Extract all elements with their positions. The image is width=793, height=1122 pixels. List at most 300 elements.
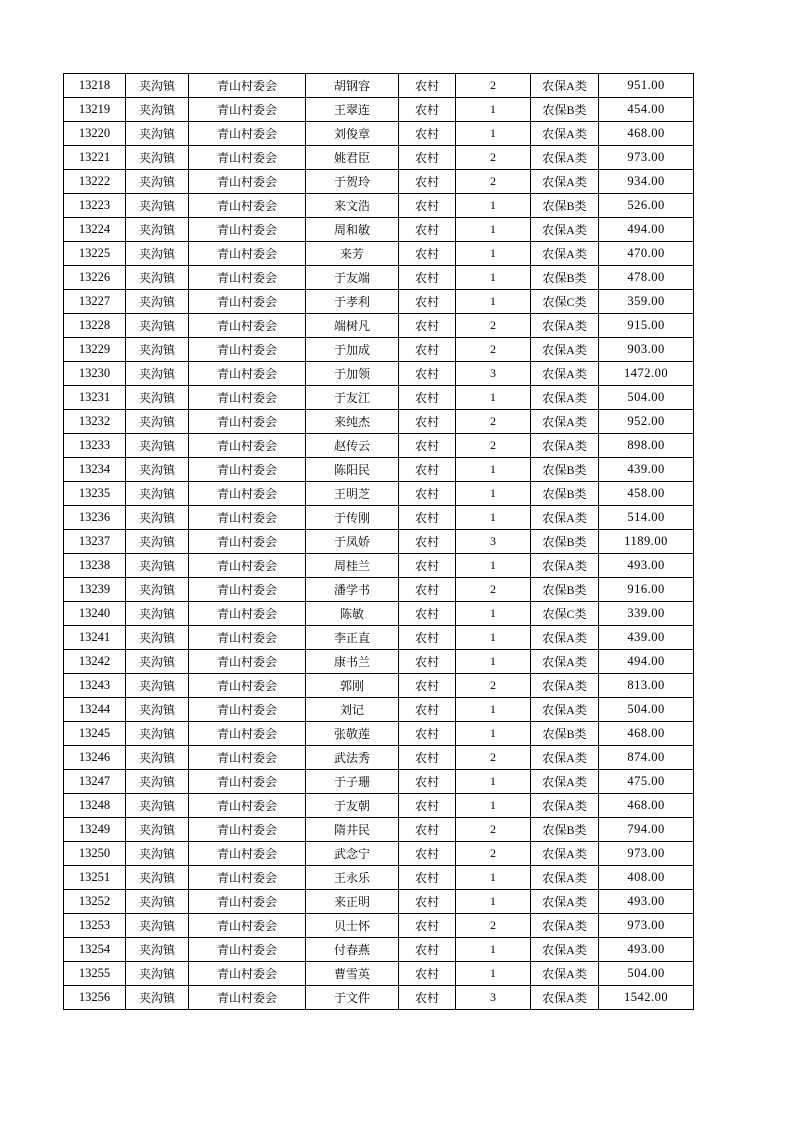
cell-person-count: 1 [456, 458, 531, 482]
cell-name: 王明芝 [306, 482, 399, 506]
cell-village: 青山村委会 [189, 434, 306, 458]
cell-name: 周和敏 [306, 218, 399, 242]
cell-amount: 439.00 [599, 458, 694, 482]
cell-town: 夹沟镇 [126, 338, 189, 362]
cell-village: 青山村委会 [189, 146, 306, 170]
cell-name: 来纯杰 [306, 410, 399, 434]
cell-id: 13225 [64, 242, 126, 266]
cell-area-type: 农村 [399, 482, 456, 506]
cell-village: 青山村委会 [189, 794, 306, 818]
cell-area-type: 农村 [399, 362, 456, 386]
cell-town: 夹沟镇 [126, 194, 189, 218]
table-row [64, 770, 694, 794]
cell-name: 于贺玲 [306, 170, 399, 194]
cell-area-type: 农村 [399, 722, 456, 746]
table-row [64, 338, 694, 362]
cell-name: 来文浩 [306, 194, 399, 218]
cell-name: 张敬莲 [306, 722, 399, 746]
cell-person-count: 3 [456, 362, 531, 386]
cell-person-count: 1 [456, 122, 531, 146]
cell-insurance-category: 农保A类 [531, 314, 599, 338]
cell-person-count: 1 [456, 290, 531, 314]
cell-village: 青山村委会 [189, 602, 306, 626]
cell-insurance-category: 农保B类 [531, 578, 599, 602]
cell-area-type: 农村 [399, 98, 456, 122]
benefits-table [63, 73, 694, 1010]
cell-person-count: 1 [456, 266, 531, 290]
cell-town: 夹沟镇 [126, 362, 189, 386]
cell-village: 青山村委会 [189, 530, 306, 554]
cell-area-type: 农村 [399, 962, 456, 986]
cell-area-type: 农村 [399, 650, 456, 674]
cell-name: 于文件 [306, 986, 399, 1010]
cell-town: 夹沟镇 [126, 482, 189, 506]
cell-area-type: 农村 [399, 194, 456, 218]
cell-amount: 493.00 [599, 938, 694, 962]
cell-insurance-category: 农保B类 [531, 530, 599, 554]
cell-village: 青山村委会 [189, 674, 306, 698]
cell-village: 青山村委会 [189, 626, 306, 650]
cell-id: 13233 [64, 434, 126, 458]
cell-name: 于友江 [306, 386, 399, 410]
table-row [64, 410, 694, 434]
cell-name: 贝士怀 [306, 914, 399, 938]
cell-insurance-category: 农保A类 [531, 914, 599, 938]
cell-village: 青山村委会 [189, 890, 306, 914]
cell-amount: 903.00 [599, 338, 694, 362]
cell-amount: 478.00 [599, 266, 694, 290]
cell-area-type: 农村 [399, 626, 456, 650]
cell-town: 夹沟镇 [126, 962, 189, 986]
cell-name: 隋井民 [306, 818, 399, 842]
cell-insurance-category: 农保A类 [531, 410, 599, 434]
cell-insurance-category: 农保A类 [531, 146, 599, 170]
table-row [64, 290, 694, 314]
cell-insurance-category: 农保A类 [531, 698, 599, 722]
cell-id: 13227 [64, 290, 126, 314]
cell-person-count: 1 [456, 866, 531, 890]
cell-insurance-category: 农保C类 [531, 290, 599, 314]
cell-insurance-category: 农保B类 [531, 722, 599, 746]
table-row [64, 242, 694, 266]
cell-amount: 813.00 [599, 674, 694, 698]
cell-insurance-category: 农保B类 [531, 818, 599, 842]
cell-person-count: 1 [456, 770, 531, 794]
cell-name: 陈敏 [306, 602, 399, 626]
cell-town: 夹沟镇 [126, 506, 189, 530]
cell-person-count: 1 [456, 794, 531, 818]
cell-person-count: 1 [456, 194, 531, 218]
table-row [64, 866, 694, 890]
table-row [64, 506, 694, 530]
cell-town: 夹沟镇 [126, 218, 189, 242]
cell-insurance-category: 农保A类 [531, 338, 599, 362]
cell-person-count: 1 [456, 554, 531, 578]
cell-insurance-category: 农保A类 [531, 170, 599, 194]
cell-town: 夹沟镇 [126, 770, 189, 794]
cell-village: 青山村委会 [189, 218, 306, 242]
cell-area-type: 农村 [399, 386, 456, 410]
cell-town: 夹沟镇 [126, 242, 189, 266]
cell-village: 青山村委会 [189, 818, 306, 842]
cell-id: 13240 [64, 602, 126, 626]
cell-insurance-category: 农保A类 [531, 746, 599, 770]
table-row [64, 650, 694, 674]
table-row [64, 314, 694, 338]
cell-town: 夹沟镇 [126, 386, 189, 410]
cell-name: 曹雪英 [306, 962, 399, 986]
table-row [64, 890, 694, 914]
cell-area-type: 农村 [399, 122, 456, 146]
cell-village: 青山村委会 [189, 482, 306, 506]
cell-person-count: 1 [456, 722, 531, 746]
cell-village: 青山村委会 [189, 74, 306, 98]
cell-id: 13251 [64, 866, 126, 890]
cell-town: 夹沟镇 [126, 146, 189, 170]
cell-village: 青山村委会 [189, 314, 306, 338]
cell-village: 青山村委会 [189, 554, 306, 578]
table-row [64, 170, 694, 194]
cell-person-count: 1 [456, 218, 531, 242]
cell-amount: 916.00 [599, 578, 694, 602]
cell-id: 13250 [64, 842, 126, 866]
cell-person-count: 2 [456, 434, 531, 458]
cell-person-count: 1 [456, 890, 531, 914]
cell-village: 青山村委会 [189, 170, 306, 194]
cell-amount: 934.00 [599, 170, 694, 194]
cell-village: 青山村委会 [189, 842, 306, 866]
cell-amount: 794.00 [599, 818, 694, 842]
cell-name: 王永乐 [306, 866, 399, 890]
cell-town: 夹沟镇 [126, 266, 189, 290]
cell-village: 青山村委会 [189, 458, 306, 482]
table-row [64, 554, 694, 578]
cell-name: 于凤娇 [306, 530, 399, 554]
cell-amount: 504.00 [599, 962, 694, 986]
table-row [64, 266, 694, 290]
cell-id: 13253 [64, 914, 126, 938]
table-row [64, 218, 694, 242]
cell-area-type: 农村 [399, 530, 456, 554]
cell-name: 刘俊章 [306, 122, 399, 146]
cell-village: 青山村委会 [189, 98, 306, 122]
cell-insurance-category: 农保B类 [531, 482, 599, 506]
cell-town: 夹沟镇 [126, 554, 189, 578]
cell-area-type: 农村 [399, 242, 456, 266]
cell-town: 夹沟镇 [126, 314, 189, 338]
cell-amount: 493.00 [599, 554, 694, 578]
cell-id: 13232 [64, 410, 126, 434]
cell-amount: 526.00 [599, 194, 694, 218]
cell-village: 青山村委会 [189, 266, 306, 290]
cell-town: 夹沟镇 [126, 98, 189, 122]
cell-id: 13221 [64, 146, 126, 170]
cell-village: 青山村委会 [189, 986, 306, 1010]
cell-area-type: 农村 [399, 674, 456, 698]
cell-area-type: 农村 [399, 554, 456, 578]
cell-id: 13224 [64, 218, 126, 242]
cell-name: 郭刚 [306, 674, 399, 698]
cell-insurance-category: 农保A类 [531, 74, 599, 98]
cell-town: 夹沟镇 [126, 866, 189, 890]
cell-village: 青山村委会 [189, 386, 306, 410]
cell-id: 13243 [64, 674, 126, 698]
cell-town: 夹沟镇 [126, 602, 189, 626]
cell-village: 青山村委会 [189, 722, 306, 746]
cell-insurance-category: 农保A类 [531, 506, 599, 530]
cell-village: 青山村委会 [189, 362, 306, 386]
table-row [64, 986, 694, 1010]
cell-village: 青山村委会 [189, 770, 306, 794]
cell-area-type: 农村 [399, 602, 456, 626]
cell-insurance-category: 农保A类 [531, 938, 599, 962]
cell-name: 王翠连 [306, 98, 399, 122]
cell-name: 于加成 [306, 338, 399, 362]
cell-id: 13231 [64, 386, 126, 410]
cell-town: 夹沟镇 [126, 410, 189, 434]
cell-id: 13256 [64, 986, 126, 1010]
cell-area-type: 农村 [399, 218, 456, 242]
cell-name: 刘记 [306, 698, 399, 722]
cell-name: 武念宁 [306, 842, 399, 866]
cell-area-type: 农村 [399, 266, 456, 290]
cell-town: 夹沟镇 [126, 458, 189, 482]
table-row [64, 842, 694, 866]
cell-person-count: 1 [456, 602, 531, 626]
table-row [64, 74, 694, 98]
cell-person-count: 3 [456, 986, 531, 1010]
table-row [64, 578, 694, 602]
cell-insurance-category: 农保A类 [531, 554, 599, 578]
cell-insurance-category: 农保C类 [531, 602, 599, 626]
cell-area-type: 农村 [399, 938, 456, 962]
cell-name: 来芳 [306, 242, 399, 266]
table-row [64, 674, 694, 698]
cell-insurance-category: 农保A类 [531, 962, 599, 986]
cell-village: 青山村委会 [189, 338, 306, 362]
cell-person-count: 1 [456, 98, 531, 122]
cell-town: 夹沟镇 [126, 746, 189, 770]
table-row [64, 386, 694, 410]
table-row [64, 194, 694, 218]
cell-insurance-category: 农保A类 [531, 842, 599, 866]
cell-person-count: 2 [456, 578, 531, 602]
cell-town: 夹沟镇 [126, 938, 189, 962]
table-row [64, 602, 694, 626]
cell-name: 潘学书 [306, 578, 399, 602]
cell-area-type: 农村 [399, 146, 456, 170]
cell-town: 夹沟镇 [126, 722, 189, 746]
cell-area-type: 农村 [399, 746, 456, 770]
cell-name: 于友朝 [306, 794, 399, 818]
table-row [64, 458, 694, 482]
table-row [64, 794, 694, 818]
table-row [64, 938, 694, 962]
cell-village: 青山村委会 [189, 290, 306, 314]
cell-id: 13249 [64, 818, 126, 842]
cell-id: 13219 [64, 98, 126, 122]
cell-town: 夹沟镇 [126, 74, 189, 98]
cell-person-count: 2 [456, 914, 531, 938]
cell-town: 夹沟镇 [126, 122, 189, 146]
table-row [64, 818, 694, 842]
cell-village: 青山村委会 [189, 698, 306, 722]
cell-village: 青山村委会 [189, 578, 306, 602]
cell-amount: 339.00 [599, 602, 694, 626]
cell-person-count: 2 [456, 410, 531, 434]
cell-id: 13236 [64, 506, 126, 530]
table-row [64, 962, 694, 986]
cell-name: 陈阳民 [306, 458, 399, 482]
cell-name: 李正直 [306, 626, 399, 650]
cell-name: 姚君臣 [306, 146, 399, 170]
cell-name: 于子珊 [306, 770, 399, 794]
cell-amount: 468.00 [599, 722, 694, 746]
cell-area-type: 农村 [399, 410, 456, 434]
cell-person-count: 2 [456, 146, 531, 170]
cell-amount: 951.00 [599, 74, 694, 98]
cell-insurance-category: 农保A类 [531, 122, 599, 146]
cell-town: 夹沟镇 [126, 170, 189, 194]
cell-town: 夹沟镇 [126, 986, 189, 1010]
cell-town: 夹沟镇 [126, 626, 189, 650]
cell-id: 13230 [64, 362, 126, 386]
cell-town: 夹沟镇 [126, 794, 189, 818]
cell-id: 13218 [64, 74, 126, 98]
cell-village: 青山村委会 [189, 242, 306, 266]
cell-town: 夹沟镇 [126, 914, 189, 938]
cell-amount: 494.00 [599, 650, 694, 674]
cell-amount: 504.00 [599, 698, 694, 722]
cell-person-count: 1 [456, 242, 531, 266]
cell-town: 夹沟镇 [126, 530, 189, 554]
cell-town: 夹沟镇 [126, 290, 189, 314]
cell-amount: 952.00 [599, 410, 694, 434]
cell-person-count: 2 [456, 746, 531, 770]
cell-id: 13223 [64, 194, 126, 218]
cell-name: 于加领 [306, 362, 399, 386]
table-row [64, 626, 694, 650]
cell-person-count: 1 [456, 482, 531, 506]
cell-person-count: 1 [456, 386, 531, 410]
cell-insurance-category: 农保B类 [531, 194, 599, 218]
cell-area-type: 农村 [399, 74, 456, 98]
cell-id: 13220 [64, 122, 126, 146]
cell-name: 于传刚 [306, 506, 399, 530]
cell-area-type: 农村 [399, 914, 456, 938]
cell-insurance-category: 农保A类 [531, 386, 599, 410]
cell-person-count: 2 [456, 842, 531, 866]
table-row [64, 914, 694, 938]
cell-area-type: 农村 [399, 506, 456, 530]
cell-insurance-category: 农保B类 [531, 98, 599, 122]
cell-id: 13237 [64, 530, 126, 554]
cell-village: 青山村委会 [189, 194, 306, 218]
cell-id: 13252 [64, 890, 126, 914]
cell-area-type: 农村 [399, 314, 456, 338]
cell-amount: 493.00 [599, 890, 694, 914]
cell-insurance-category: 农保A类 [531, 890, 599, 914]
cell-area-type: 农村 [399, 170, 456, 194]
cell-insurance-category: 农保A类 [531, 770, 599, 794]
cell-area-type: 农村 [399, 794, 456, 818]
cell-amount: 1189.00 [599, 530, 694, 554]
cell-id: 13238 [64, 554, 126, 578]
cell-person-count: 1 [456, 698, 531, 722]
table-row [64, 482, 694, 506]
cell-area-type: 农村 [399, 698, 456, 722]
cell-id: 13239 [64, 578, 126, 602]
cell-amount: 915.00 [599, 314, 694, 338]
cell-person-count: 1 [456, 506, 531, 530]
cell-amount: 973.00 [599, 146, 694, 170]
cell-amount: 458.00 [599, 482, 694, 506]
cell-insurance-category: 农保B类 [531, 458, 599, 482]
cell-area-type: 农村 [399, 866, 456, 890]
cell-id: 13254 [64, 938, 126, 962]
cell-id: 13246 [64, 746, 126, 770]
table-row [64, 146, 694, 170]
cell-amount: 504.00 [599, 386, 694, 410]
cell-id: 13245 [64, 722, 126, 746]
cell-amount: 874.00 [599, 746, 694, 770]
cell-amount: 359.00 [599, 290, 694, 314]
cell-area-type: 农村 [399, 290, 456, 314]
cell-area-type: 农村 [399, 770, 456, 794]
table-row [64, 122, 694, 146]
cell-id: 13222 [64, 170, 126, 194]
cell-town: 夹沟镇 [126, 842, 189, 866]
cell-amount: 470.00 [599, 242, 694, 266]
cell-area-type: 农村 [399, 458, 456, 482]
cell-insurance-category: 农保A类 [531, 674, 599, 698]
table-row [64, 530, 694, 554]
cell-area-type: 农村 [399, 578, 456, 602]
cell-area-type: 农村 [399, 434, 456, 458]
cell-town: 夹沟镇 [126, 434, 189, 458]
cell-village: 青山村委会 [189, 866, 306, 890]
table-row [64, 362, 694, 386]
cell-name: 周桂兰 [306, 554, 399, 578]
cell-amount: 475.00 [599, 770, 694, 794]
cell-insurance-category: 农保A类 [531, 650, 599, 674]
cell-area-type: 农村 [399, 986, 456, 1010]
cell-town: 夹沟镇 [126, 698, 189, 722]
cell-amount: 468.00 [599, 794, 694, 818]
cell-name: 于孝利 [306, 290, 399, 314]
table-body [64, 74, 694, 1010]
cell-village: 青山村委会 [189, 650, 306, 674]
cell-person-count: 2 [456, 170, 531, 194]
cell-person-count: 2 [456, 314, 531, 338]
cell-insurance-category: 农保B类 [531, 266, 599, 290]
cell-village: 青山村委会 [189, 938, 306, 962]
cell-person-count: 1 [456, 650, 531, 674]
cell-person-count: 3 [456, 530, 531, 554]
cell-amount: 514.00 [599, 506, 694, 530]
cell-village: 青山村委会 [189, 914, 306, 938]
cell-id: 13248 [64, 794, 126, 818]
cell-name: 端树凡 [306, 314, 399, 338]
cell-person-count: 2 [456, 818, 531, 842]
cell-name: 付春燕 [306, 938, 399, 962]
cell-village: 青山村委会 [189, 962, 306, 986]
cell-amount: 468.00 [599, 122, 694, 146]
cell-name: 康书兰 [306, 650, 399, 674]
cell-id: 13241 [64, 626, 126, 650]
table-row [64, 98, 694, 122]
cell-village: 青山村委会 [189, 506, 306, 530]
